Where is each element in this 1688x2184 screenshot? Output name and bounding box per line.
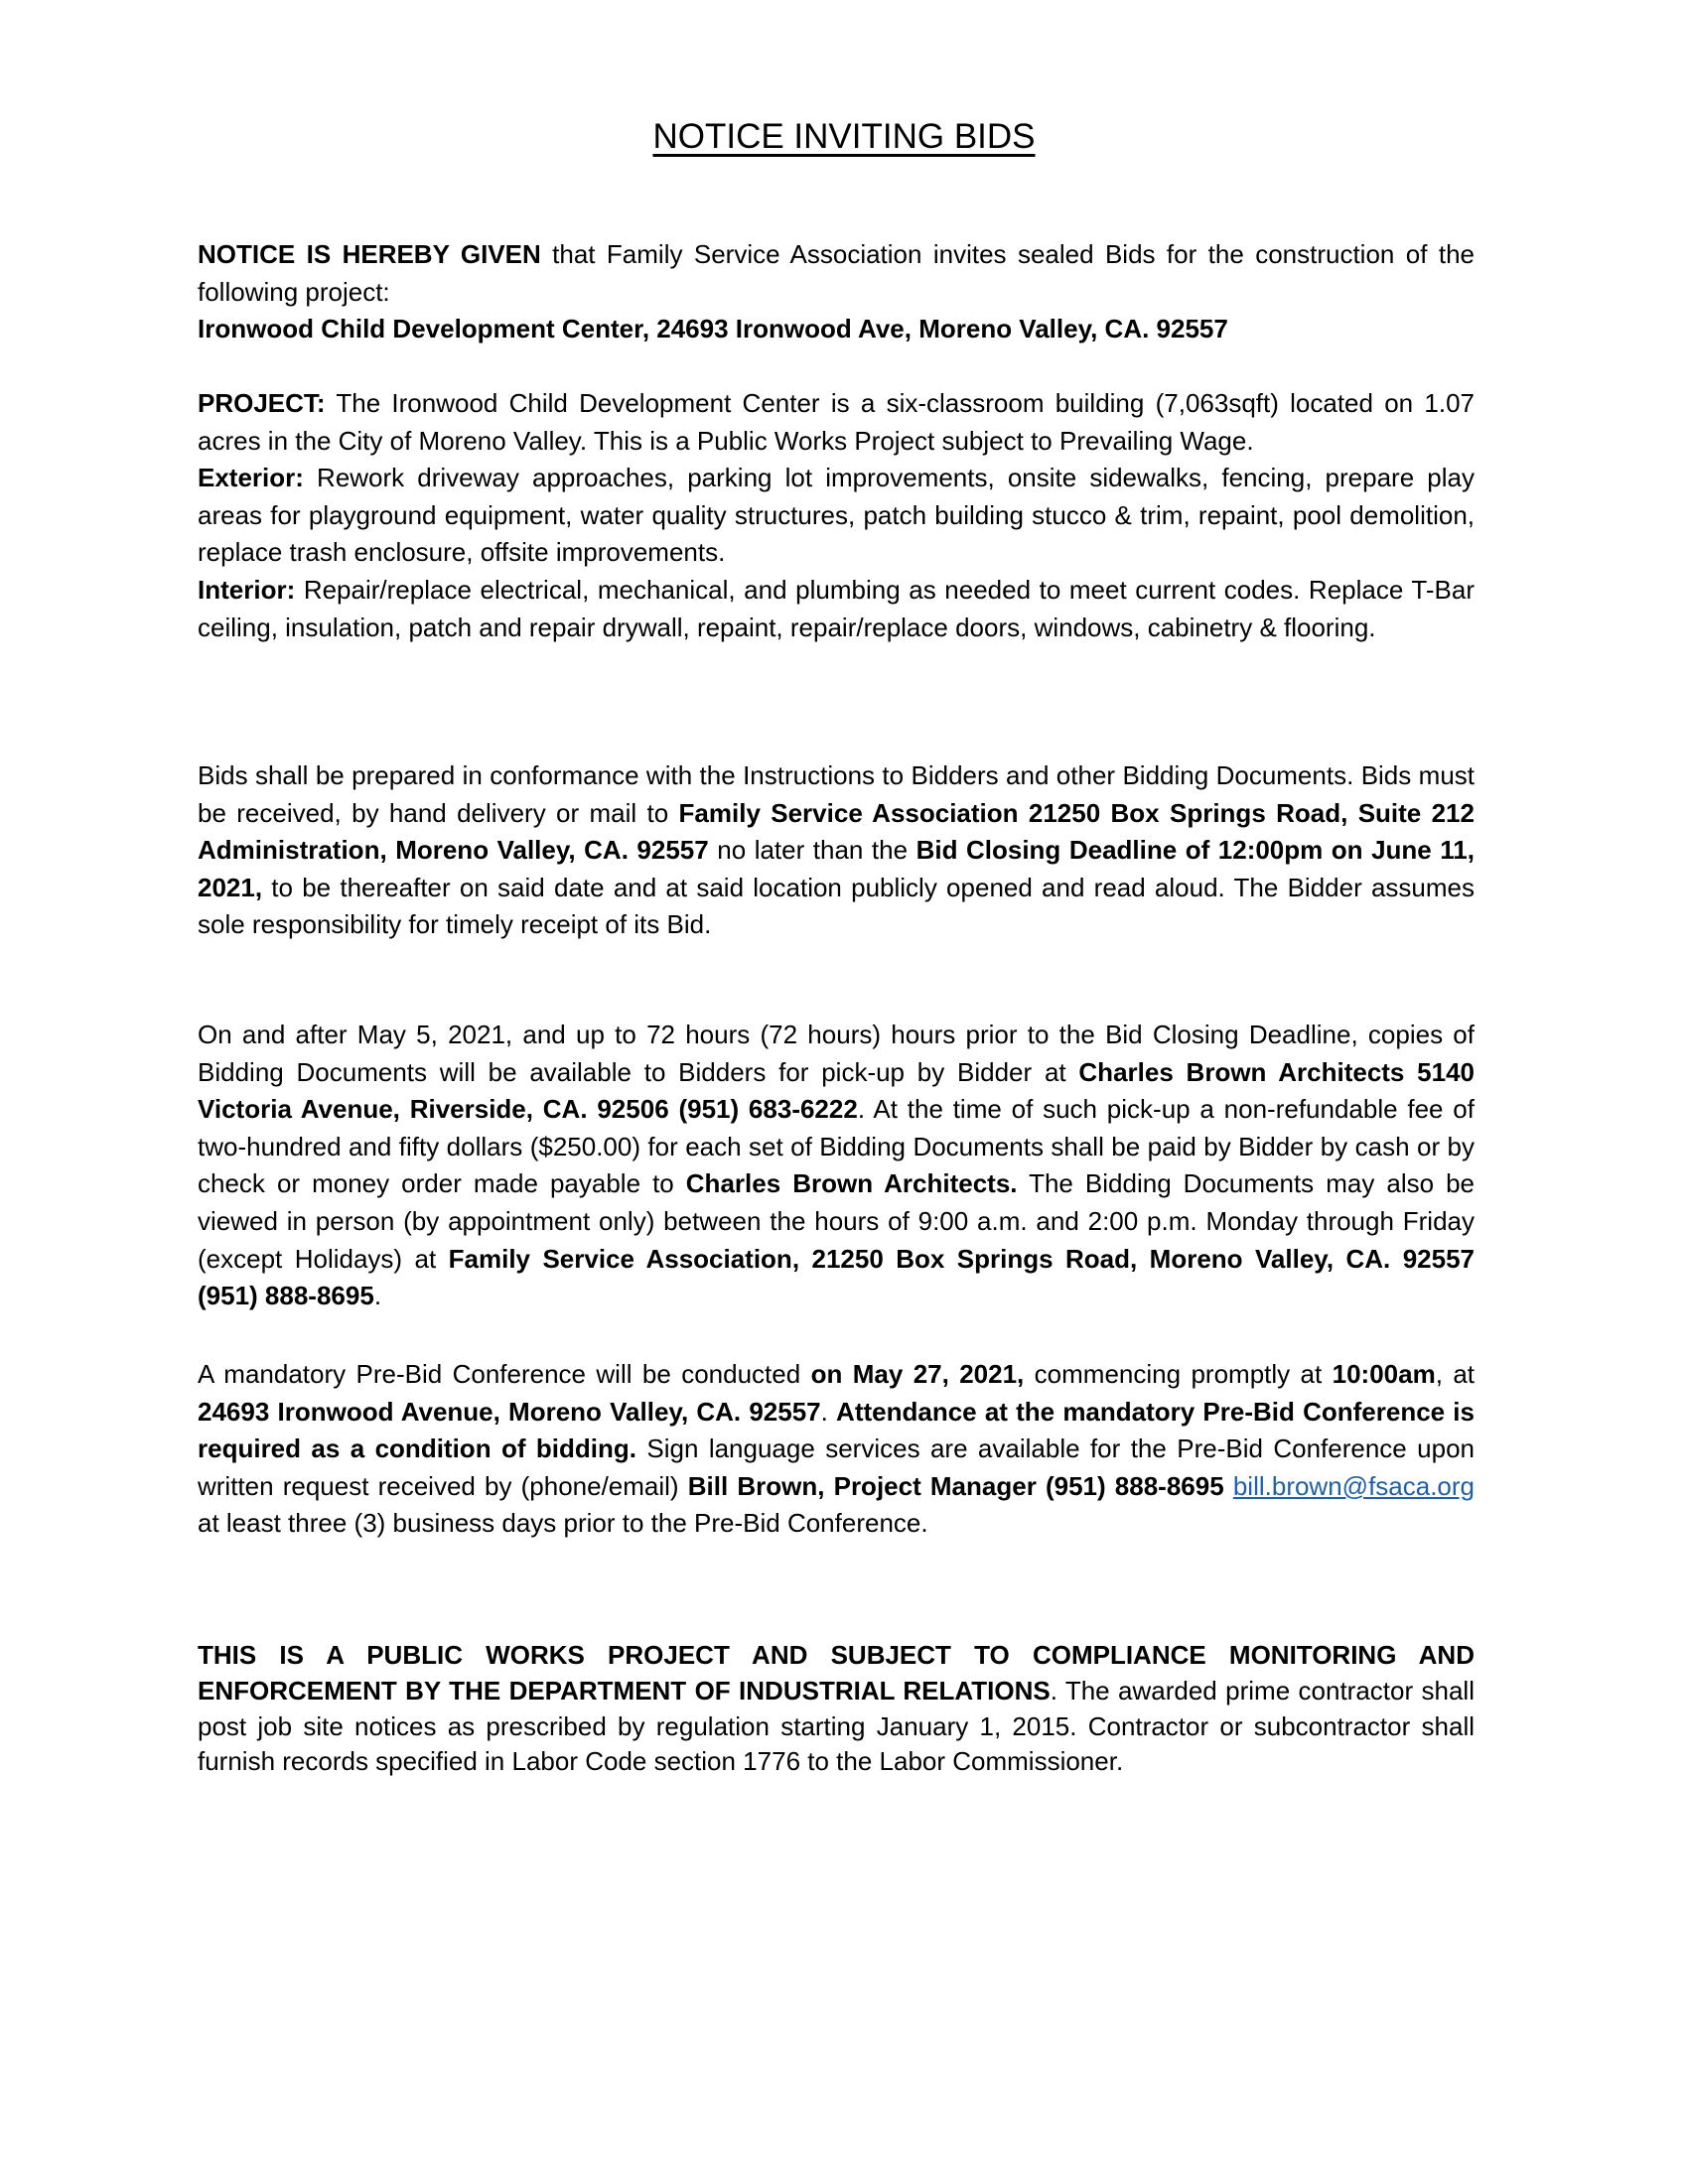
intro-text: that Family Service Association invites sealed Bids for the construction of the following project: <box>198 239 1475 307</box>
intro-paragraph <box>198 236 1475 348</box>
prebid-text: , at <box>1435 1359 1475 1389</box>
email-link[interactable]: bill.brown@fsaca.org <box>1232 1470 1476 1501</box>
prebid-text: . <box>820 1396 837 1427</box>
exterior-description <box>198 460 1475 572</box>
page-title: NOTICE INVITING BIDS <box>652 117 1036 156</box>
bids-text: Bids shall be prepared in conformance with the Instructions to Bidders and other Bidding Documents. Bids must be received, by hand delivery or mail to <box>198 760 1475 828</box>
prebid-text: at least three (3) business days prior to the Pre-Bid Conference. <box>198 1508 928 1539</box>
bids-paragraph <box>198 757 1475 944</box>
prebid-text <box>1224 1471 1233 1501</box>
interior-label: Interior: <box>198 574 296 605</box>
bids-text: to be thereafter on said date and at said location publicly opened and read aloud. The Bidder assumes sole responsibility for timely receipt of its Bid. <box>198 872 1475 940</box>
prebid-text: commencing promptly at <box>1024 1359 1333 1389</box>
bids-address: Family Service Association 21250 Box Springs Road, Suite 212 Administration, Moreno Valley, CA. 92557 <box>198 797 1475 866</box>
bids-text: no later than the <box>708 835 916 866</box>
intro-lead: NOTICE IS HEREBY GIVEN <box>198 239 541 269</box>
project-address: Ironwood Child Development Center, 24693 Ironwood Ave, Moreno Valley, CA. 92557 <box>198 314 1228 344</box>
payee-name: Charles Brown Architects. <box>685 1168 1018 1199</box>
viewing-address: Family Service Association, 21250 Box Springs Road, Moreno Valley, CA. 92557 (951) 888-8695 <box>198 1243 1475 1311</box>
project-text: The Ironwood Child Development Center is a six-classroom building (7,063sqft) located on 1.07 acres in the City of Moreno Valley. This is a Public Works Project subject to Prevailing Wage. <box>198 388 1475 456</box>
compliance-text: . The awarded prime contractor shall post job site notices as prescribed by regulation starting January 1, 2015. Contractor or subcontractor shall furnish records specified in Labor Code section 1776 to the Labor Commissioner. <box>198 1675 1475 1777</box>
attendance-requirement: Attendance at the mandatory Pre-Bid Conference is required as a condition of bidding. <box>198 1396 1475 1464</box>
project-label: PROJECT: <box>198 388 326 418</box>
prebid-date: on May 27, 2021, <box>810 1359 1025 1389</box>
exterior-text: Rework driveway approaches, parking lot improvements, onsite sidewalks, fencing, prepare play areas for playground equipment, water quality structures, patch building stucco & trim, repaint, pool demolition, replace trash enclosure, offsite improvements. <box>198 463 1475 568</box>
documents-paragraph <box>198 1017 1475 1315</box>
documents-text: . At the time of such pick-up a non-refundable fee of two-hundred and fifty dollars ($250.00) for each set of Bidding Documents shall be paid by Bidder by cash or by check or money order made payable to <box>198 1094 1475 1199</box>
compliance-heading: THIS IS A PUBLIC WORKS PROJECT AND SUBJECT TO COMPLIANCE MONITORING AND ENFORCEMENT BY THE DEPARTMENT OF INDUSTRIAL RELATIONS <box>198 1640 1475 1706</box>
prebid-address: 24693 Ironwood Avenue, Moreno Valley, CA. 92557 <box>198 1396 821 1427</box>
project-section <box>198 385 1475 646</box>
prebid-paragraph <box>198 1356 1475 1543</box>
project-description <box>198 385 1475 460</box>
prebid-text: Sign language services are available for the Pre-Bid Conference upon written request received by (phone/email) <box>198 1433 1475 1501</box>
prebid-time: 10:00am <box>1332 1359 1436 1389</box>
project-manager-contact: Bill Brown, Project Manager (951) 888-8695 <box>687 1470 1224 1501</box>
documents-text: On and after May 5, 2021, and up to 72 hours (72 hours) hours prior to the Bid Closing Deadline, copies of Bidding Documents will be available to Bidders for pick-up by Bidder at <box>198 1020 1475 1087</box>
bid-closing-deadline: Bid Closing Deadline of 12:00pm on June 11, 2021, <box>198 835 1475 902</box>
interior-text: Repair/replace electrical, mechanical, and plumbing as needed to meet current codes. Replace T-Bar ceiling, insulation, patch and repair drywall, repaint, repair/replace doors, windows, cabinetry & flooring. <box>198 574 1475 642</box>
prebid-text: A mandatory Pre-Bid Conference will be conducted <box>198 1359 811 1389</box>
interior-description <box>198 572 1475 646</box>
compliance-paragraph <box>198 1638 1475 1780</box>
documents-text: The Bidding Documents may also be viewed in person (by appointment only) between the hours of 9:00 a.m. and 2:00 p.m. Monday through Friday (except Holidays) at <box>198 1168 1476 1274</box>
exterior-label: Exterior: <box>198 463 304 493</box>
architect-address: Charles Brown Architects 5140 Victoria Avenue, Riverside, CA. 92506 (951) 683-6222 <box>198 1056 1476 1125</box>
documents-text: . <box>373 1281 382 1311</box>
